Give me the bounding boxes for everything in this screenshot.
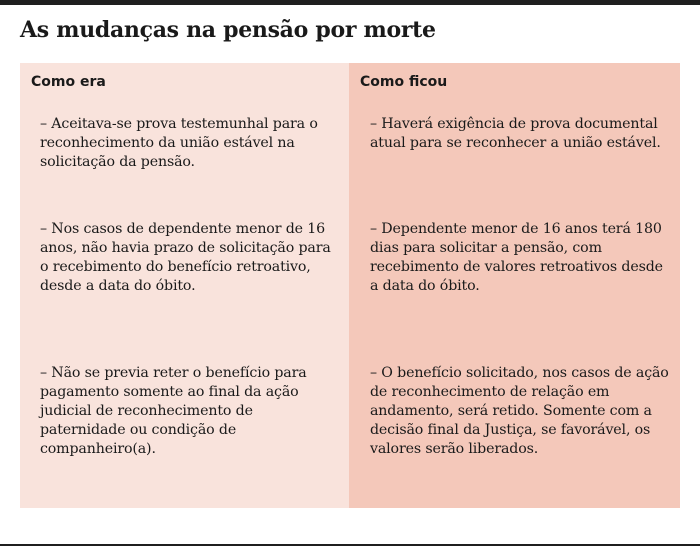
top-rule: [0, 0, 700, 5]
list-item: – Dependente menor de 16 anos terá 180 dias para solicitar a pensão, com recebimento de valores retroativos desde a data do óbito.: [370, 221, 663, 294]
list-item: – Nos casos de dependente menor de 16 anos, não havia prazo de solicitação para o recebimento do benefício retroativo, desde a data do óbito.: [40, 221, 331, 294]
list-item: – Não se previa reter o benefício para pagamento somente ao final da ação judicial de reconhecimento de paternidade ou condição de companheiro(a).: [40, 365, 307, 457]
column-como-ficou: [349, 63, 680, 508]
column-heading: Como era: [31, 74, 106, 90]
column-heading: Como ficou: [360, 74, 448, 90]
column-como-era: [20, 63, 349, 508]
list-item: – O benefício solicitado, nos casos de ação de reconhecimento de relação em andamento, será retido. Somente com a decisão final da Justiça, se favorável, os valores serão liberados.: [370, 365, 669, 457]
list-item: – Haverá exigência de prova documental atual para se reconhecer a união estável.: [370, 116, 661, 151]
list-item: – Aceitava-se prova testemunhal para o reconhecimento da união estável na solicitação da pensão.: [40, 116, 318, 170]
bottom-rule: [0, 544, 700, 546]
page-title: As mudanças na pensão por morte: [20, 17, 436, 43]
